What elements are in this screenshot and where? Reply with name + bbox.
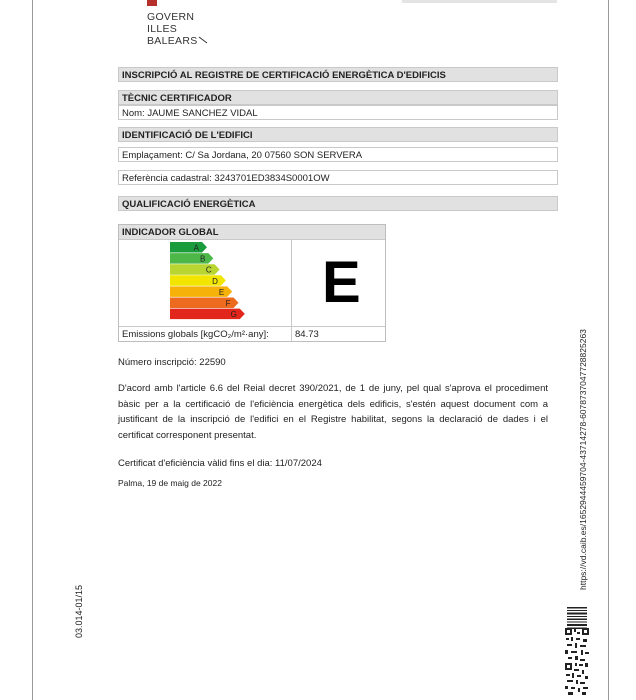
government-logo-text (147, 11, 208, 47)
energy-class-label-a: A (193, 243, 199, 253)
inscription-number: Número inscripció: 22590 (118, 357, 226, 368)
qr-code-icon (565, 628, 589, 696)
form-code: 03.014-01/15 (74, 584, 84, 638)
validity-date: Certificat d'eficiència vàlid fins el dia: 11/07/2024 (118, 458, 322, 469)
emissions-value: 84.73 (295, 329, 319, 340)
energy-scale-chart (170, 242, 250, 320)
logo-line-2: ILLES (147, 23, 178, 35)
energy-class-f (170, 298, 239, 309)
energy-class-bar-b (170, 253, 213, 264)
energy-class-bar-a (170, 242, 207, 253)
energy-class-b (170, 253, 213, 264)
energy-class-g (170, 309, 245, 320)
energy-class-d (170, 275, 226, 286)
registration-title: INSCRIPCIÓ AL REGISTRE DE CERTIFICACIÓ ENERGÈTICA D'EDIFICIS (118, 67, 558, 82)
building-location: Emplaçament: C/ Sa Jordana, 20 07560 SON SERVERA (118, 147, 558, 162)
energy-grade: E (322, 250, 361, 315)
rating-title: QUALIFICACIÓ ENERGÈTICA (118, 196, 558, 211)
energy-class-a (170, 242, 207, 253)
energy-class-bar-c (170, 264, 220, 275)
energy-class-label-c: C (205, 265, 212, 275)
global-indicator-box (118, 224, 386, 342)
energy-class-label-g: G (230, 310, 237, 320)
logo-line-1: GOVERN (147, 11, 195, 23)
logo-line-3: BALEARS (147, 35, 208, 47)
energy-class-label-b: B (199, 254, 206, 264)
indicator-row-divider (119, 326, 385, 327)
place-and-date: Palma, 19 de maig de 2022 (118, 478, 222, 488)
energy-class-e (170, 286, 232, 297)
verification-url[interactable]: https://vd.caib.es/1652944459704-43714278-6078737047728825263 (578, 329, 588, 590)
energy-class-label-e: E (218, 287, 225, 297)
emissions-label: Emissions globals [kgCO₂/m²·any]: (122, 329, 269, 340)
header-rule (402, 0, 557, 3)
technician-name: Nom: JAUME SANCHEZ VIDAL (118, 105, 558, 120)
government-logo-mark (147, 0, 157, 6)
energy-class-label-f: F (225, 299, 231, 308)
cadastral-reference: Referència cadastral: 3243701ED3834S0001OW (118, 170, 558, 185)
energy-class-c (170, 264, 220, 275)
building-title: IDENTIFICACIÓ DE L'EDIFICI (118, 127, 558, 142)
technician-title: TÈCNIC CERTIFICADOR (118, 90, 558, 105)
legal-paragraph: D'acord amb l'article 6.6 del Reial decret 390/2021, de 1 de juny, pel qual s'aprova el procediment bàsic per a la certificació de l'eficiència energètica dels edificis, s'estén aquest document com a justificant de la inscripció de l'edifici en el Registre habilitat, segons la declaració de dades i el certificat corresponent presentat. (118, 383, 548, 441)
barcode-icon (567, 607, 587, 629)
global-indicator-title: INDICADOR GLOBAL (119, 225, 385, 240)
energy-class-label-d: D (212, 276, 218, 286)
